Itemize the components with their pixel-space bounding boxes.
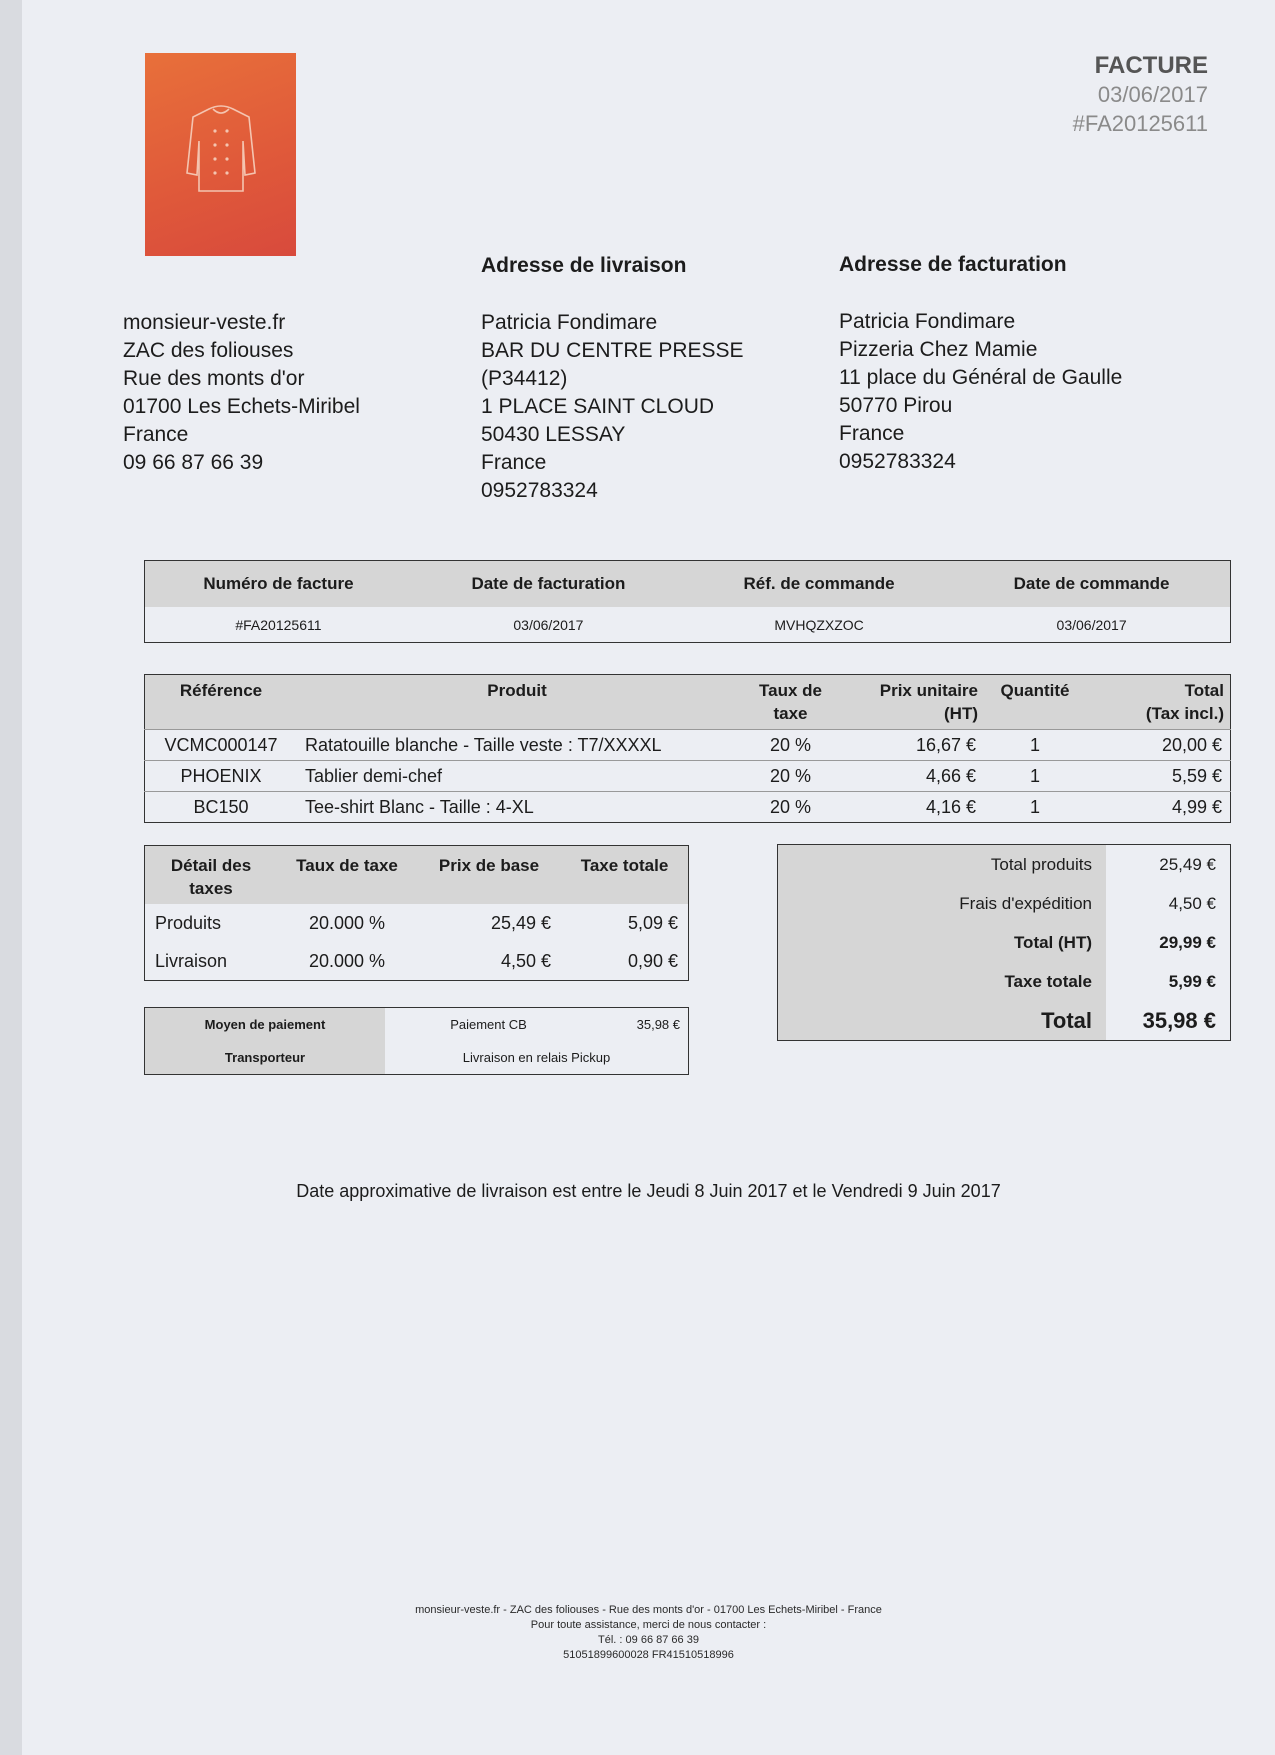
shipping-line: France (481, 451, 547, 474)
item-qty: 1 (984, 730, 1086, 761)
item-unit-price: 16,67 € (844, 730, 984, 761)
total-tax-row (778, 962, 1231, 1001)
header-tax-rate: Taux de taxe (296, 856, 398, 875)
delivery-note: Date approximative de livraison est entre le Jeudi 8 Juin 2017 et le Vendredi 9 Juin 2017 (296, 1181, 1001, 1201)
tax-total: 5,09 € (627, 912, 678, 933)
shipping-line: 50430 LESSAY (481, 423, 626, 446)
grand-total-row (778, 1001, 1231, 1041)
shipping-line: 1 PLACE SAINT CLOUD (481, 395, 715, 418)
document-number: #FA20125611 (1072, 111, 1208, 136)
item-row (145, 730, 1231, 761)
header-invoice-number: Numéro de facture (203, 574, 354, 593)
header-tax-detail-line: Détail des (170, 856, 252, 875)
header-quantity: Quantité (1000, 681, 1070, 700)
invoice-info-table (144, 560, 1231, 643)
item-unit-price: 4,66 € (844, 761, 984, 792)
shipping-line: Patricia Fondimare (481, 311, 658, 334)
item-row (145, 761, 1231, 792)
footer-line: 51051899600028 FR41510518996 (563, 1649, 734, 1661)
grand-total-value: 35,98 € (1142, 1007, 1216, 1033)
header-invoice-date: Date de facturation (471, 574, 626, 593)
item-tax: 20 % (737, 761, 844, 792)
header-tax-rate-line: taxe (773, 704, 808, 723)
header-total-line: (Tax incl.) (1145, 704, 1224, 723)
chef-jacket-icon (183, 101, 259, 193)
tax-label: Produits (155, 912, 222, 933)
item-total: 20,00 € (1086, 730, 1231, 761)
shipping-line: (P34412) (481, 367, 568, 390)
item-ref: PHOENIX (145, 761, 298, 792)
tax-base: 4,50 € (500, 950, 551, 971)
billing-address (839, 308, 1122, 476)
item-qty: 1 (984, 761, 1086, 792)
payment-method-label: Moyen de paiement (145, 1008, 386, 1042)
header-unit-price-line: Prix unitaire (879, 681, 978, 700)
total-ht-row (778, 923, 1231, 962)
item-product: Tablier demi-chef (297, 761, 737, 792)
header-reference: Référence (179, 681, 263, 700)
shipping-address (481, 309, 744, 505)
tax-row (145, 904, 689, 942)
tax-label: Livraison (155, 950, 228, 971)
shipping-fee-value: 4,50 € (1168, 893, 1216, 913)
item-product: Ratatouille blanche - Taille veste : T7/XXXXL (297, 730, 737, 761)
carrier-value: Livraison en relais Pickup (462, 1050, 611, 1065)
item-total: 4,99 € (1086, 792, 1231, 823)
billing-line: 50770 Pirou (839, 394, 953, 417)
invoice-page (22, 0, 1275, 1755)
shipping-heading: Adresse de livraison (481, 254, 687, 277)
header-order-ref: Réf. de commande (743, 574, 895, 593)
header-unit-price-line: (HT) (944, 704, 978, 723)
header-product: Produit (487, 681, 547, 700)
tax-detail-table (144, 845, 689, 981)
items-header (145, 675, 1231, 730)
payment-table (144, 1007, 689, 1075)
document-header (1073, 52, 1208, 138)
order-date: 03/06/2017 (1056, 616, 1127, 633)
invoice-info-row (145, 607, 1231, 643)
total-tax-value: 5,99 € (1168, 971, 1216, 991)
document-title: FACTURE (1094, 52, 1208, 79)
billing-line: Pizzeria Chez Mamie (839, 338, 1038, 361)
header-tax-rate-line: Taux de (759, 681, 822, 700)
footer-line: monsieur-veste.fr - ZAC des foliouses - Rue des monts d'or - 01700 Les Echets-Miribel - France (415, 1604, 882, 1616)
item-total: 5,59 € (1086, 761, 1231, 792)
shipping-line: BAR DU CENTRE PRESSE (481, 339, 744, 362)
item-ref: VCMC000147 (145, 730, 298, 761)
header-base-price: Prix de base (438, 856, 540, 875)
billing-line: 0952783324 (839, 450, 956, 473)
item-row (145, 792, 1231, 823)
seller-line: France (123, 423, 189, 446)
header-unit-price (844, 675, 984, 730)
invoice-date: 03/06/2017 (513, 616, 584, 633)
shipping-fee-row (778, 884, 1231, 923)
brand-logo (145, 53, 296, 256)
total-ht-label: Total (HT) (778, 923, 1107, 962)
header-order-date: Date de commande (1013, 574, 1170, 593)
footer-line: Tél. : 09 66 87 66 39 (598, 1634, 699, 1646)
header-total-line: Total (1184, 681, 1224, 700)
header-tax-rate (737, 675, 844, 730)
seller-line: 09 66 87 66 39 (123, 451, 264, 474)
grand-total-label: Total (778, 1001, 1107, 1041)
document-date: 03/06/2017 (1097, 82, 1208, 107)
item-tax: 20 % (737, 792, 844, 823)
shipping-line: 0952783324 (481, 479, 598, 502)
header-total (1086, 675, 1231, 730)
footer (22, 1603, 1275, 1663)
payment-method-value: Paiement CB (450, 1017, 527, 1032)
seller-address (123, 309, 360, 477)
billing-line: 11 place du Général de Gaulle (839, 366, 1123, 389)
tax-detail-header (145, 846, 689, 905)
invoice-number: #FA20125611 (235, 616, 322, 633)
totals-table (777, 844, 1231, 1041)
tax-rate: 20.000 % (308, 912, 386, 933)
header-tax-detail (145, 846, 278, 905)
header-tax-detail-line: taxes (189, 879, 233, 898)
items-table (144, 674, 1231, 823)
total-tax-label: Taxe totale (778, 962, 1107, 1001)
seller-line: monsieur-veste.fr (123, 311, 286, 334)
payment-method-row (145, 1008, 689, 1042)
total-products-label: Total produits (778, 845, 1107, 885)
shipping-fee-label: Frais d'expédition (778, 884, 1107, 923)
billing-line: Patricia Fondimare (839, 310, 1016, 333)
total-products-row (778, 845, 1231, 885)
footer-line: Pour toute assistance, merci de nous contacter : (530, 1619, 767, 1631)
seller-line: 01700 Les Echets-Miribel (123, 395, 360, 418)
tax-rate: 20.000 % (308, 950, 386, 971)
total-products-value: 25,49 € (1159, 854, 1216, 874)
total-ht-value: 29,99 € (1159, 932, 1216, 952)
invoice-info-header (145, 561, 1231, 608)
item-qty: 1 (984, 792, 1086, 823)
item-ref: BC150 (145, 792, 298, 823)
item-tax: 20 % (737, 730, 844, 761)
order-ref: MVHQZXZOC (774, 616, 864, 633)
payment-amount: 35,98 € (636, 1017, 680, 1032)
billing-line: France (839, 422, 905, 445)
tax-row (145, 942, 689, 981)
tax-total: 0,90 € (627, 950, 678, 971)
seller-line: ZAC des foliouses (123, 339, 294, 362)
tax-base: 25,49 € (490, 912, 551, 933)
billing-heading: Adresse de facturation (839, 253, 1067, 276)
carrier-row (145, 1041, 689, 1075)
header-tax-total: Taxe totale (580, 856, 669, 875)
item-unit-price: 4,16 € (844, 792, 984, 823)
carrier-label: Transporteur (145, 1041, 386, 1075)
seller-line: Rue des monts d'or (123, 367, 305, 390)
item-product: Tee-shirt Blanc - Taille : 4-XL (297, 792, 737, 823)
